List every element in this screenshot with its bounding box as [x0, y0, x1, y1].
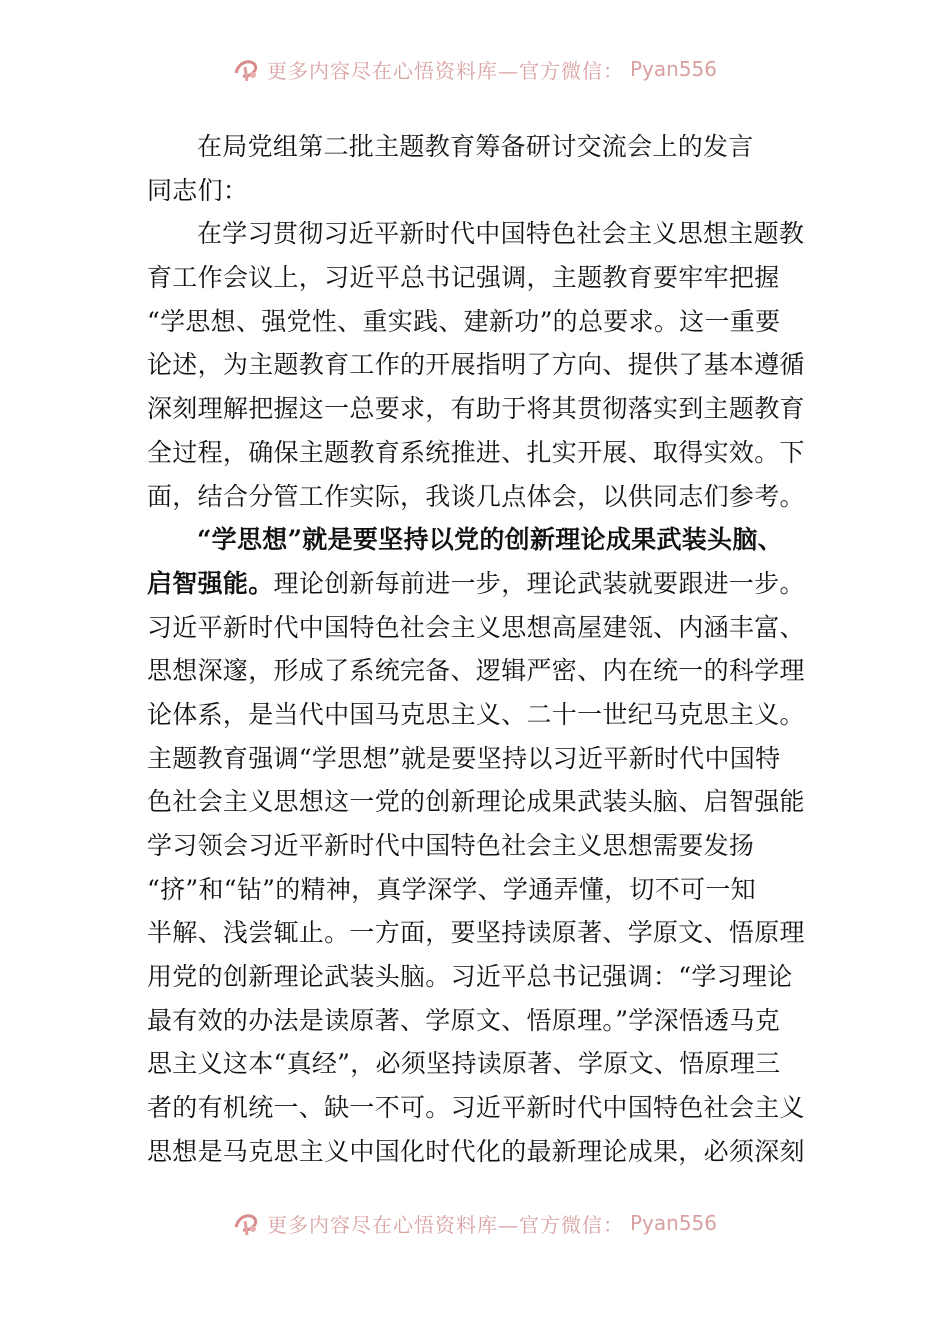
paragraph-line: 半解、浅尝辄止。一方面，要坚持读原著、学原文、悟原理 — [147, 918, 805, 948]
paragraph-line: 面，结合分管工作实际，我谈几点体会，以供同志们参考。 — [147, 481, 805, 511]
brand-logo-icon — [233, 55, 261, 83]
paragraph-line: 深刻理解把握这一总要求，有助于将其贯彻落实到主题教育 — [147, 394, 805, 424]
paragraph-line: 思主义这本“真经”，必须坚持读原著、学原文、悟原理三 — [147, 1049, 781, 1079]
paragraph-line: 在学习贯彻习近平新时代中国特色社会主义思想主题教 — [197, 219, 805, 249]
paragraph-line: 论体系，是当代中国马克思主义、二十一世纪马克思主义。 — [147, 699, 805, 729]
section-heading-continued — [147, 562, 815, 606]
header-watermark — [0, 52, 950, 86]
paragraph-line: 习近平新时代中国特色社会主义思想高屋建瓴、内涵丰富、 — [147, 612, 805, 642]
paragraph-line: 思想是马克思主义中国化时代化的最新理论成果，必须深刻 — [147, 1136, 805, 1166]
paragraph-line: 思想深邃，形成了系统完备、逻辑严密、内在统一的科学理 — [147, 656, 805, 686]
document-body — [147, 125, 815, 1174]
section-heading-end: 启智强能。 — [147, 568, 274, 598]
paragraph-line: 用党的创新理论武装头脑。习近平总书记强调：“学习理论 — [147, 962, 793, 992]
paragraph-line: “挤”和“钻”的精神，真学深学、学通弄懂，切不可一知 — [147, 874, 756, 904]
paragraph-line: 主题教育强调“学思想”就是要坚持以习近平新时代中国特 — [147, 743, 781, 773]
paragraph-line: “学思想、强党性、重实践、建新功”的总要求。这一重要 — [147, 306, 781, 336]
watermark-text: 更多内容尽在心悟资料库—官方微信： — [266, 1212, 624, 1237]
watermark-wechat-id: Pyan556 — [629, 57, 717, 81]
section-heading: “学思想”就是要坚持以党的创新理论成果武装头脑、 — [197, 525, 783, 555]
paragraph-text: 理论创新每前进一步，理论武装就要跟进一步。 — [273, 568, 805, 598]
paragraph-line: 育工作会议上，习近平总书记强调，主题教育要牢牢把握 — [147, 263, 780, 293]
paragraph-line: 色社会主义思想这一党的创新理论成果武装头脑、启智强能 — [147, 787, 805, 817]
footer-watermark — [0, 1206, 950, 1240]
paragraph-line: 论述，为主题教育工作的开展指明了方向、提供了基本遵循 — [147, 350, 805, 380]
watermark-text: 更多内容尽在心悟资料库—官方微信： — [266, 58, 624, 83]
document-title: 在局党组第二批主题教育筹备研讨交流会上的发言 — [197, 132, 754, 161]
brand-logo-icon — [233, 1209, 261, 1237]
paragraph-line: 全过程，确保主题教育系统推进、扎实开展、取得实效。下 — [147, 437, 805, 467]
greeting: 同志们： — [147, 175, 249, 205]
paragraph-line: 者的有机统一、缺一不可。习近平新时代中国特色社会主义 — [147, 1093, 805, 1123]
paragraph-line: 学习领会习近平新时代中国特色社会主义思想需要发扬 — [147, 831, 755, 860]
paragraph-line: 最有效的办法是读原著、学原文、悟原理。”学深悟透马克 — [147, 1005, 781, 1035]
watermark-wechat-id: Pyan556 — [629, 1211, 717, 1235]
